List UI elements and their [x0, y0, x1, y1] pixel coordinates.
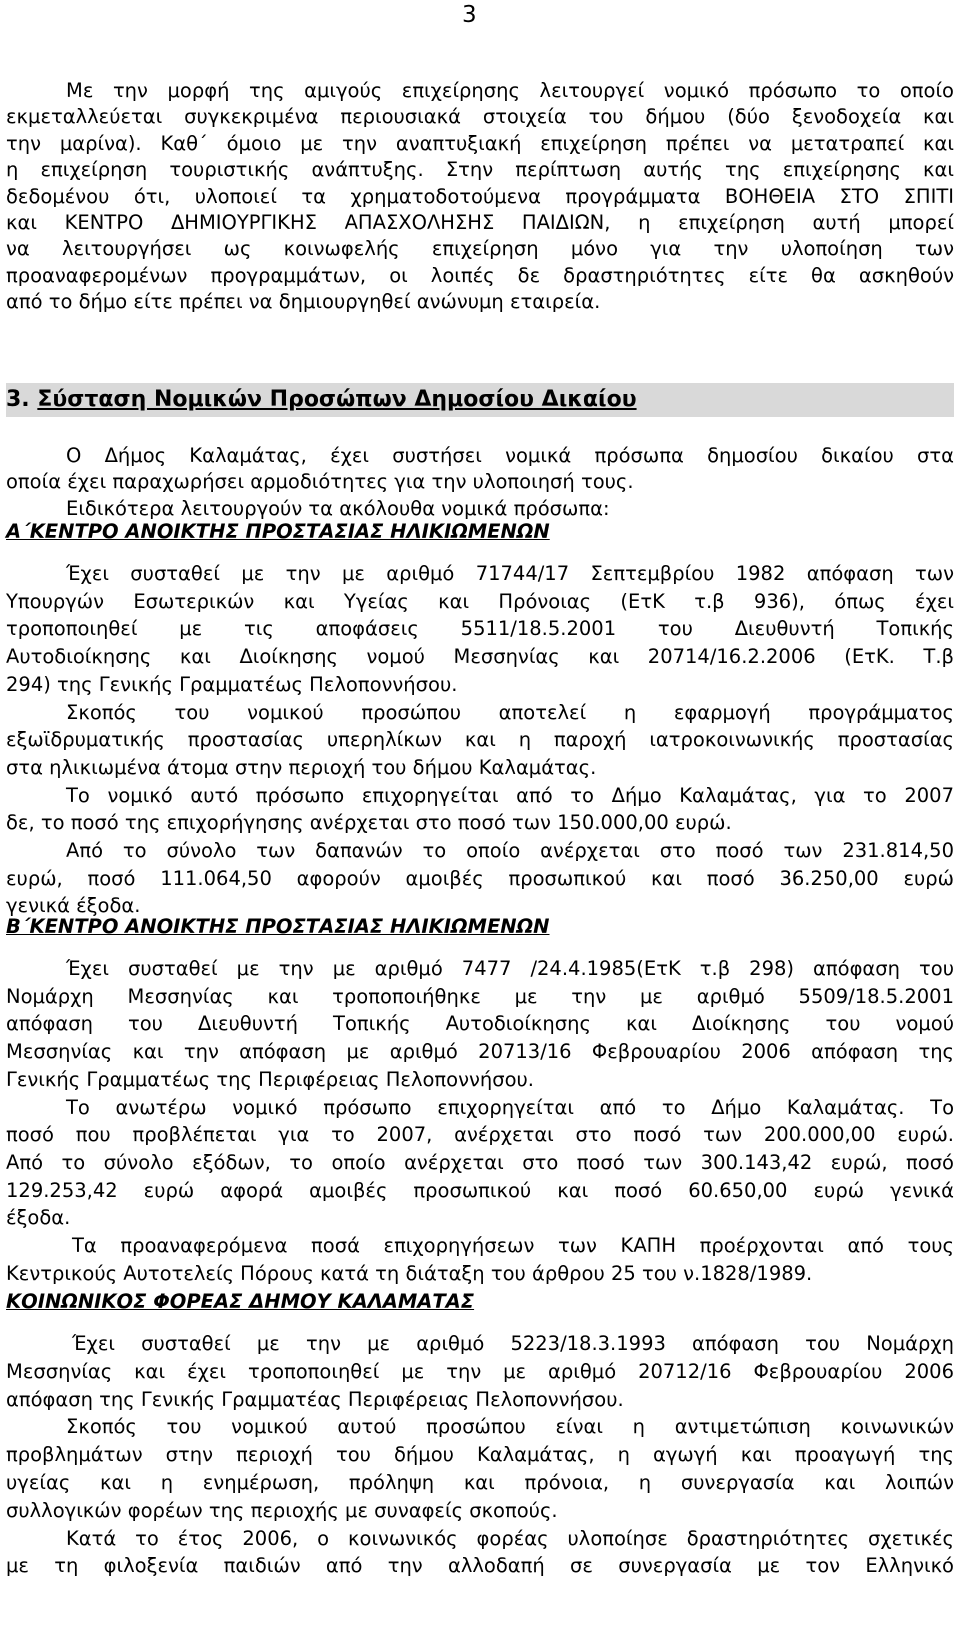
text-line: Με την μορφή της αμιγούς επιχείρησης λειτουργεί νομικό πρόσωπο το οποίο: [66, 79, 954, 102]
section-title: Σύσταση Νομικών Προσώπων Δημοσίου Δικαίου: [37, 387, 637, 412]
text-line: Κεντρικούς Αυτοτελείς Πόρους κατά τη διάταξη του άρθρου 25 του ν.1828/1989.: [6, 1261, 813, 1285]
text-line: δεδομένου ότι, υλοποιεί τα χρηματοδοτούμενα προγράμματα ΒΟΗΘΕΙΑ ΣΤΟ ΣΠΙΤΙ: [6, 184, 954, 208]
entity-c-body: [6, 1330, 954, 1580]
text-line: οποία έχει παραχωρήσει αρμοδιότητες για την υλοποιησή τους.: [6, 470, 634, 494]
text-line: Γενικής Γραμματέως της Περιφέρειας Πελοποννήσου.: [6, 1067, 535, 1091]
text-line: Νομάρχη Μεσσηνίας και τροποποιήθηκε με την με αριθμό 5509/18.5.2001: [6, 984, 954, 1008]
text-line: εκμεταλλεύεται συγκεκριμένα περιουσιακά στοιχεία του δήμου (δύο ξενοδοχεία και: [6, 105, 954, 129]
intro-paragraph: [6, 78, 954, 316]
text-line: Το νομικό αυτό πρόσωπο επιχορηγείται από το Δήμο Καλαμάτας, για το 2007: [66, 783, 954, 807]
text-line: Μεσσηνίας και την απόφαση με αριθμό 20713/16 Φεβρουαρίου 2006 απόφαση της: [6, 1040, 954, 1064]
text-line: Έχει συσταθεί με την με αριθμό 7477 /24.4.1985(ΕτΚ τ.β 298) απόφαση του: [66, 957, 954, 980]
entity-a-heading: Α΄ΚΕΝΤΡΟ ΑΝΟΙΚΤΗΣ ΠΡΟΣΤΑΣΙΑΣ ΗΛΙΚΙΩΜΕΝΩΝ: [6, 520, 550, 543]
text-line: Τα προαναφερόμενα ποσά επιχορηγήσεων των ΚΑΠΗ προέρχονται από τους: [72, 1234, 954, 1258]
section-number: 3.: [6, 387, 30, 412]
text-line: να λειτουργήσει ως κοινωφελής επιχείρηση μόνο για την υλοποίηση των: [6, 237, 954, 261]
page-number: 3: [462, 2, 477, 28]
text-line: ευρώ, ποσό 111.064,50 αφορούν αμοιβές προσωπικού και ποσό 36.250,00 ευρώ: [6, 866, 954, 890]
text-line: Από το σύνολο των δαπανών το οποίο ανέρχεται στο ποσό των 231.814,50: [66, 839, 954, 863]
text-line: Μεσσηνίας και έχει τροποποιηθεί με την με αριθμό 20712/16 Φεβρουαρίου 2006: [6, 1359, 954, 1383]
text-line: Ειδικότερα λειτουργούν τα ακόλουθα νομικά πρόσωπα:: [66, 496, 610, 520]
text-line: υγείας και η ενημέρωση, πρόληψη και πρόνοια, η συνεργασία και λοιπών: [6, 1470, 954, 1494]
text-line: Υπουργών Εσωτερικών και Υγείας και Πρόνοιας (ΕτΚ τ.β 936), όπως έχει: [6, 589, 954, 613]
text-line: η επιχείρηση τουριστικής ανάπτυξης. Στην περίπτωση αυτής της επιχείρησης και: [6, 158, 954, 182]
text-line: την μαρίνα). Καθ΄ όμοιο με την αναπτυξιακή επιχείρηση πρέπει να μετατραπεί και: [6, 131, 954, 155]
text-line: προαναφερομένων προγραμμάτων, οι λοιπές δε δραστηριότητες είτε θα ασκηθούν: [6, 263, 954, 287]
text-line: στα ηλικιωμένα άτομα στην περιοχή του δήμου Καλαμάτας.: [6, 755, 597, 779]
text-line: Σκοπός του νομικού αυτού προσώπου είναι η αντιμετώπιση κοινωνικών: [66, 1415, 954, 1439]
section-heading: [6, 383, 954, 417]
text-line: 129.253,42 ευρώ αφορά αμοιβές προσωπικού και ποσό 60.650,00 ευρώ γενικά: [6, 1178, 954, 1202]
text-line: γενικά έξοδα.: [6, 894, 141, 918]
text-line: τροποποιηθεί με τις αποφάσεις 5511/18.5.2001 του Διευθυντή Τοπικής: [6, 617, 954, 641]
entity-b-heading: Β΄ΚΕΝΤΡΟ ΑΝΟΙΚΤΗΣ ΠΡΟΣΤΑΣΙΑΣ ΗΛΙΚΙΩΜΕΝΩΝ: [6, 915, 550, 938]
entity-b-body: [6, 955, 954, 1287]
text-line: εξωϊδρυματικής προστασίας υπερηλίκων και η παροχή ιατροκοινωνικής προστασίας: [6, 728, 954, 752]
text-line: Σκοπός του νομικού προσώπου αποτελεί η εφαρμογή προγράμματος: [66, 700, 954, 724]
text-line: από το δήμο είτε πρέπει να δημιουργηθεί ανώνυμη εταιρεία.: [6, 290, 601, 314]
text-line: συλλογικών φορέων της περιοχής με συναφείς σκοπούς.: [6, 1498, 558, 1522]
text-line: προβλημάτων στην περιοχή του δήμου Καλαμάτας, η αγωγή και προαγωγή της: [6, 1443, 954, 1467]
text-line: Ο Δήμος Καλαμάτας, έχει συστήσει νομικά πρόσωπα δημοσίου δικαίου στα: [66, 444, 954, 467]
text-line: δε, το ποσό της επιχορήγησης ανέρχεται στο ποσό των 150.000,00 ευρώ.: [6, 811, 732, 835]
text-line: Από το σύνολο εξόδων, το οποίο ανέρχεται στο ποσό των 300.143,42 ευρώ, ποσό: [6, 1150, 954, 1174]
text-line: Έχει συσταθεί με την με αριθμό 71744/17 Σεπτεμβρίου 1982 απόφαση των: [66, 562, 954, 585]
entity-c-heading: ΚΟΙΝΩΝΙΚΟΣ ΦΟΡΕΑΣ ΔΗΜΟΥ ΚΑΛΑΜΑΤΑΣ: [6, 1290, 475, 1313]
text-line: Αυτοδιοίκησης και Διοίκησης νομού Μεσσηνίας και 20714/16.2.2006 (ΕτΚ. Τ.β: [6, 645, 954, 669]
text-line: 294) της Γενικής Γραμματέως Πελοποννήσου.: [6, 672, 458, 696]
text-line: Έχει συσταθεί με την με αριθμό 5223/18.3.1993 απόφαση του Νομάρχη: [72, 1332, 954, 1355]
text-line: ποσό που προβλέπεται για το 2007, ανέρχεται στο ποσό των 200.000,00 ευρώ.: [6, 1123, 954, 1147]
text-line: με τη φιλοξενία παιδιών από την αλλοδαπή σε συνεργασία με τον Ελληνικό: [6, 1554, 954, 1578]
text-line: απόφαση του Διευθυντή Τοπικής Αυτοδιοίκησης και Διοίκησης του νομού: [6, 1012, 954, 1036]
entity-a-body: [6, 560, 954, 920]
text-line: έξοδα.: [6, 1206, 71, 1230]
text-line: Το ανωτέρω νομικό πρόσωπο επιχορηγείται από το Δήμο Καλαμάτας. Το: [66, 1095, 954, 1119]
text-line: απόφαση της Γενικής Γραμματέας Περιφέρειας Πελοποννήσου.: [6, 1387, 624, 1411]
section-intro: [6, 443, 954, 522]
text-line: Κατά το έτος 2006, ο κοινωνικός φορέας υλοποίησε δραστηριότητες σχετικές: [66, 1526, 954, 1550]
text-line: και ΚΕΝΤΡΟ ΔΗΜΙΟΥΡΓΙΚΗΣ ΑΠΑΣΧΟΛΗΣΗΣ ΠΑΙΔΙΩΝ, η επιχείρηση αυτή μπορεί: [6, 211, 954, 235]
